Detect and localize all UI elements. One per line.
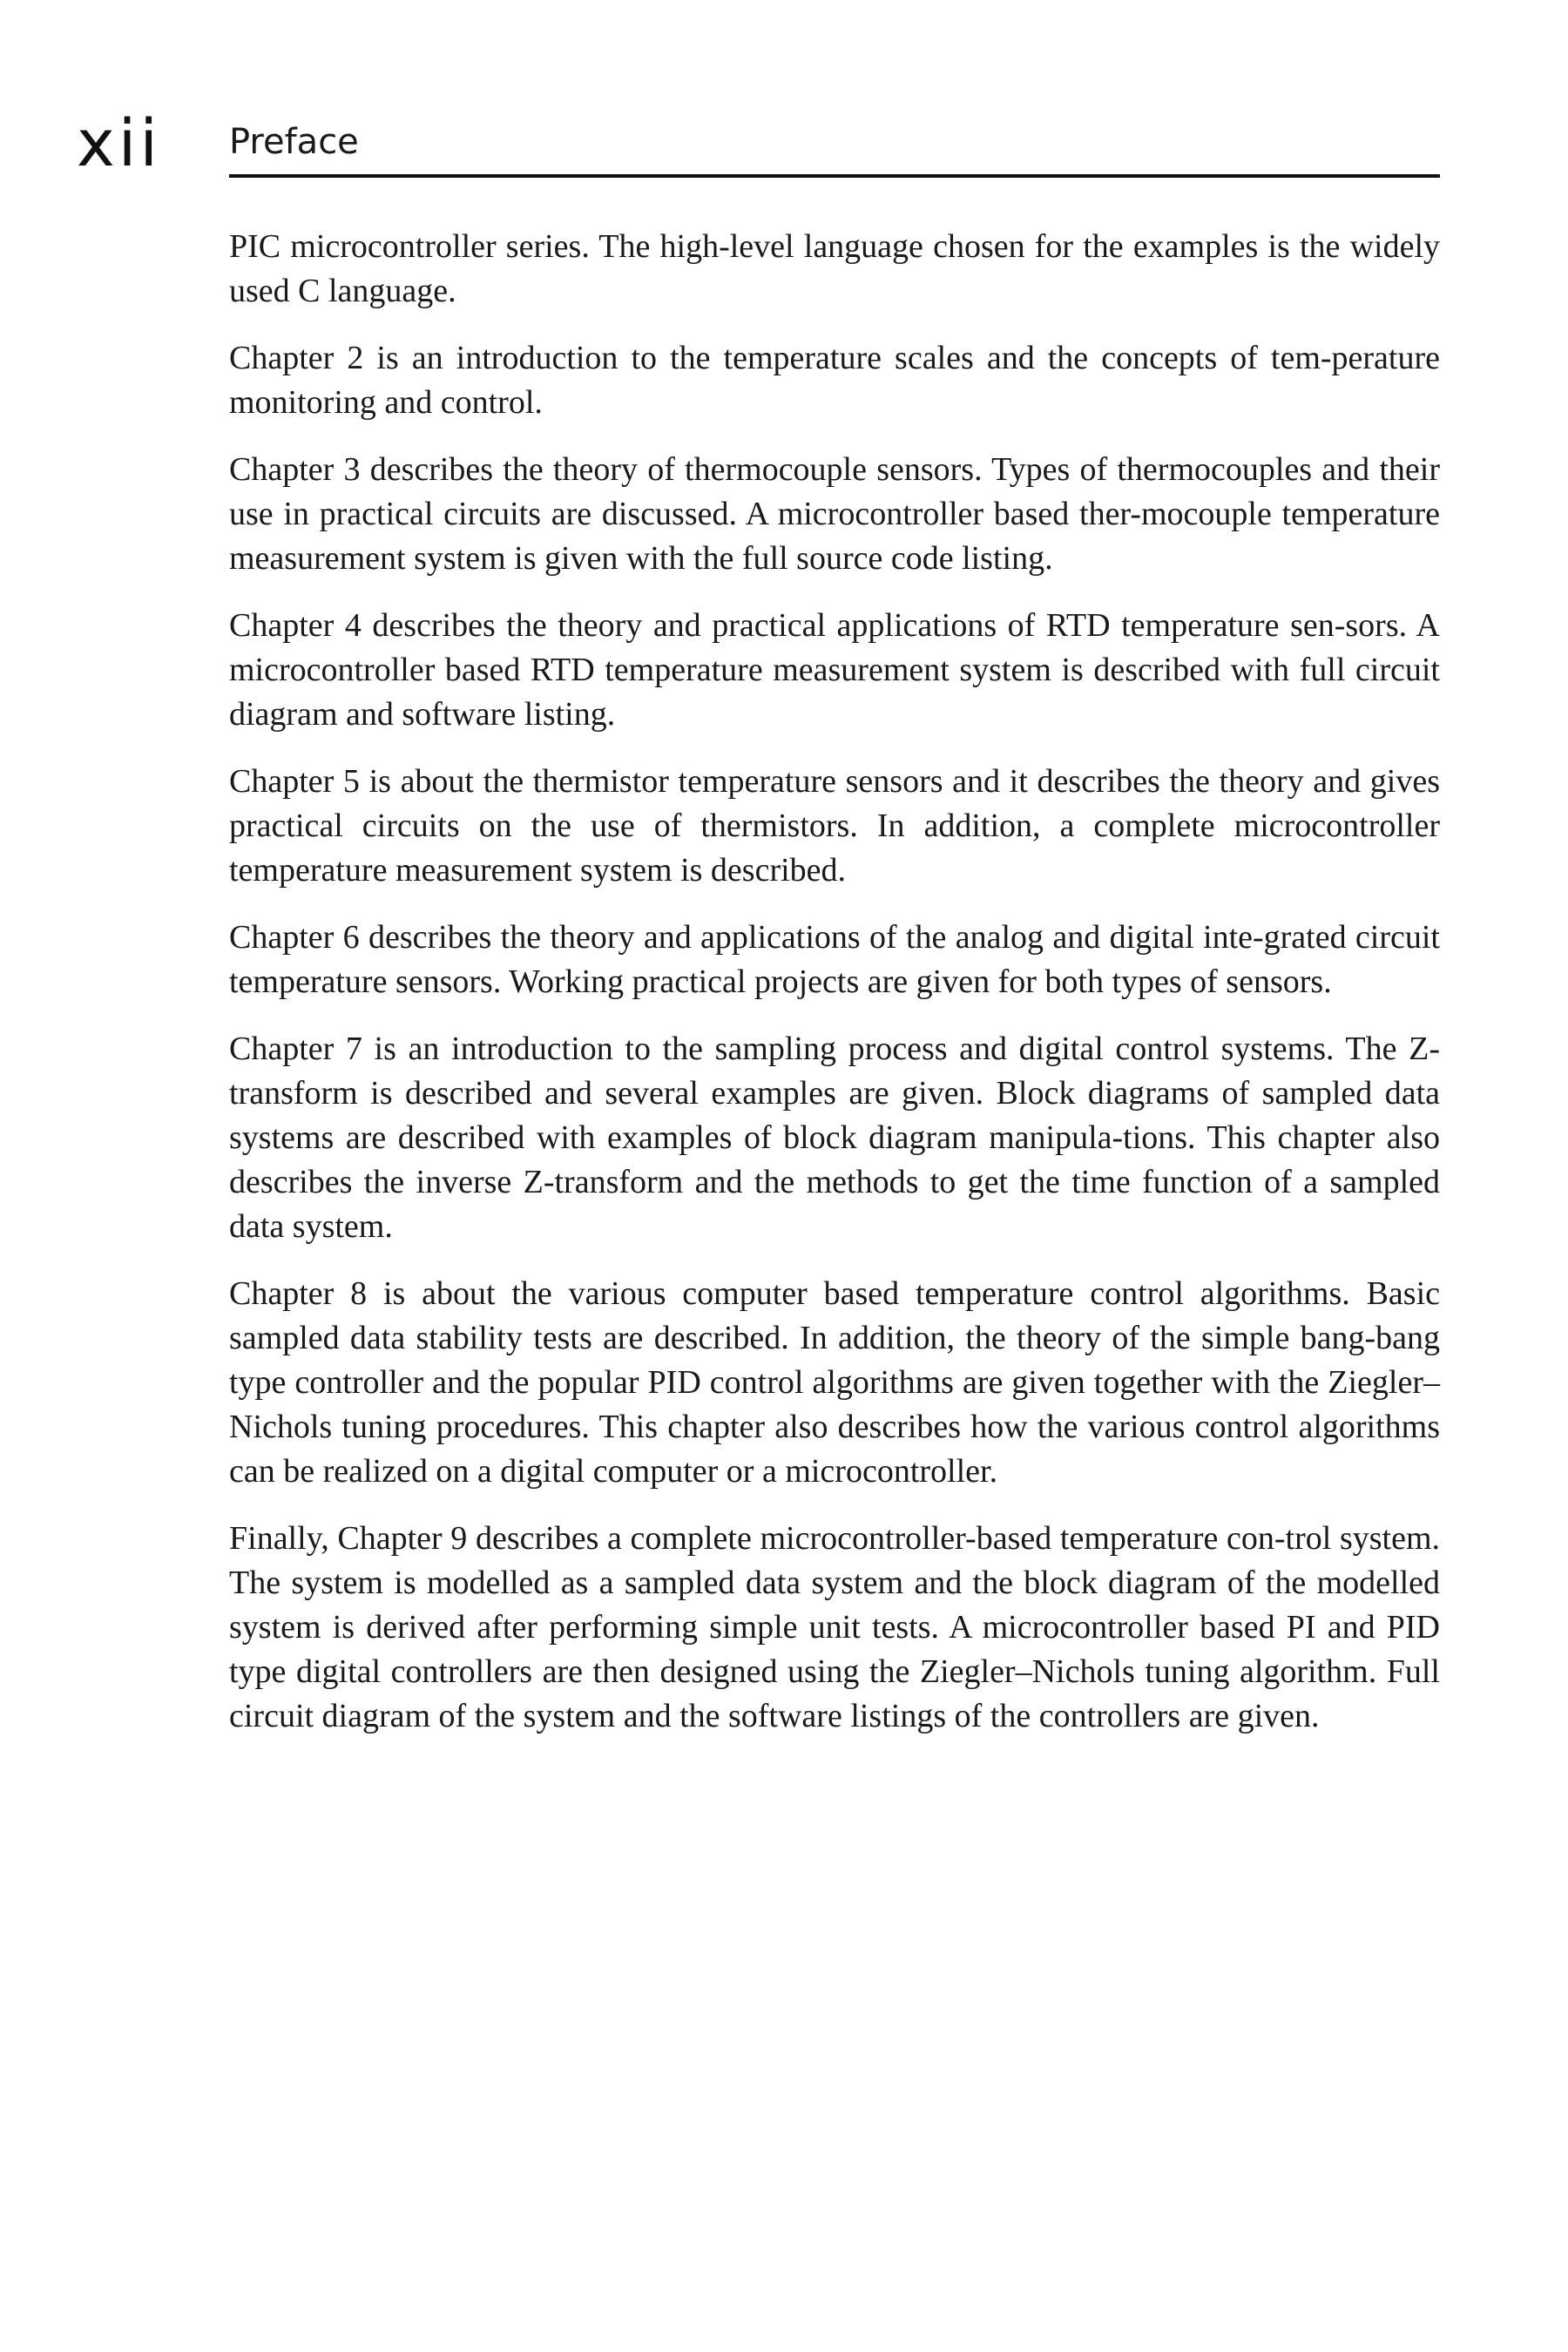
paragraph-chapter-8: Chapter 8 is about the various computer based temperature control algorithms. Basic sampled data stability tests are described. In addition, the theory of the simple bang-bang type controller and the popular PID control algorithms are given together with the Ziegler–Nichols tuning procedures. This chapter also describes how the various control algorithms can be realized on a digital computer or a microcontroller. xyxy=(229,1275,1440,1490)
body-text xyxy=(229,225,1440,1761)
paragraph-chapter-2: Chapter 2 is an introduction to the temperature scales and the concepts of tem-perature monitoring and control. xyxy=(229,340,1440,421)
header-rule xyxy=(229,174,1440,178)
paragraph-chapter-6: Chapter 6 describes the theory and applications of the analog and digital inte-grated circuit temperature sensors. Working practical projects are given for both types of sensors. xyxy=(229,919,1440,1000)
paragraph-chapter-5: Chapter 5 is about the thermistor temperature sensors and it describes the theory and gives practical circuits on the use of thermistors. In addition, a complete microcontroller temperature measurement system is described. xyxy=(229,763,1440,889)
paragraph-chapter-3: Chapter 3 describes the theory of thermocouple sensors. Types of thermocouples and their use in practical circuits are discussed. A microcontroller based ther-mocouple temperature measurement system is given with the full source code listing. xyxy=(229,451,1440,577)
paragraph-chapter-4: Chapter 4 describes the theory and practical applications of RTD temperature sen-sors. A microcontroller based RTD temperature measurement system is described with full circuit diagram and software listing. xyxy=(229,607,1440,733)
paragraph-chapter-9: Finally, Chapter 9 describes a complete microcontroller-based temperature con-trol system. The system is modelled as a sampled data system and the block diagram of the modelled system is derived after performing simple unit tests. A microcontroller based PI and PID type digital controllers are then designed using the Ziegler–Nichols tuning algorithm. Full circuit diagram of the system and the software listings of the controllers are given. xyxy=(229,1520,1440,1734)
paragraph-chapter-7: Chapter 7 is an introduction to the sampling process and digital control systems. The Z-transform is described and several examples are given. Block diagrams of sampled data systems are described with examples of block diagram manipula-tions. This chapter also describes the inverse Z-transform and the methods to get the time function of a sampled data system. xyxy=(229,1031,1440,1245)
running-head-title: Preface xyxy=(229,122,359,162)
page-number: xii xyxy=(77,106,161,181)
paragraph-intro-continued: PIC microcontroller series. The high-level language chosen for the examples is the widely used C language. xyxy=(229,228,1440,309)
